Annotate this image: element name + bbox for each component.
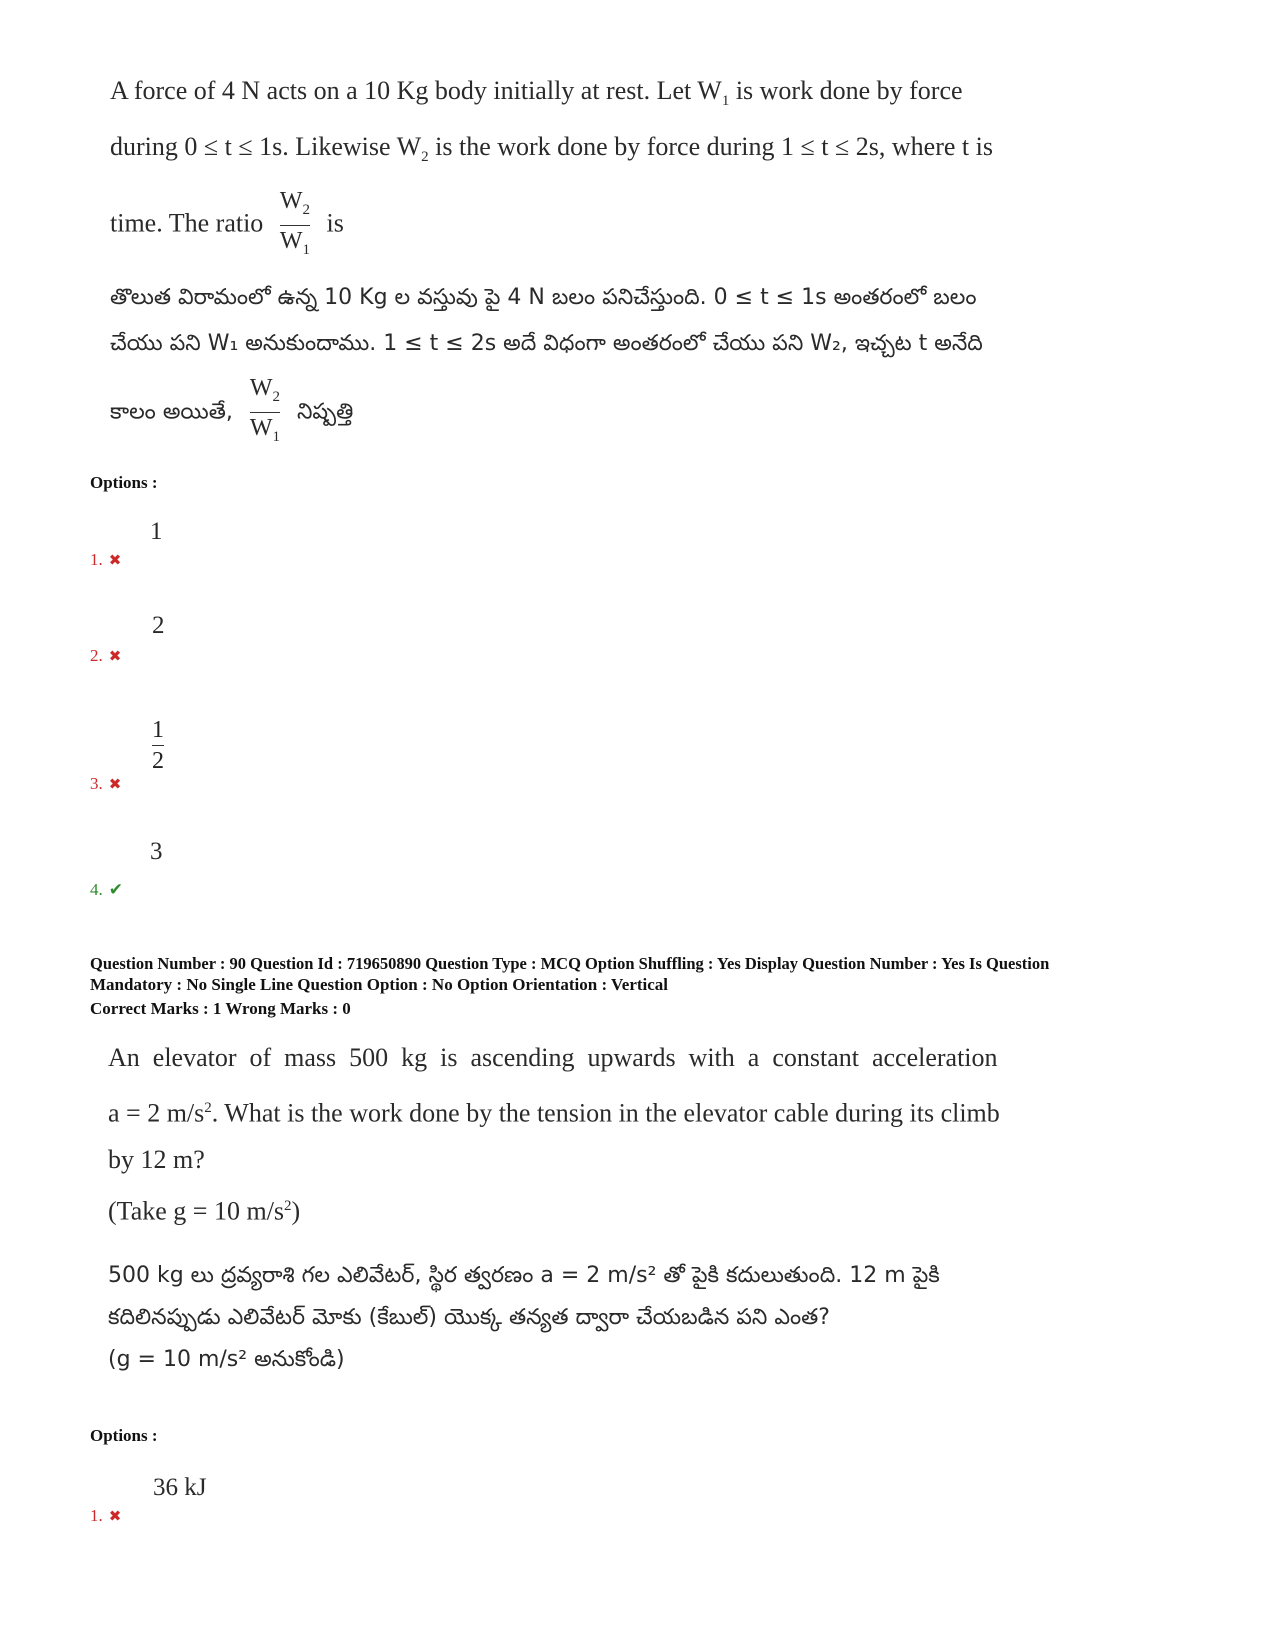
q90-option-1-value: 36 kJ <box>153 1474 207 1501</box>
q89-frac-num <box>280 186 310 225</box>
check-icon: ✔ <box>108 880 123 899</box>
q89-telugu-fraction <box>250 373 280 452</box>
q89-tfrac-num-sub: 2 <box>272 388 280 405</box>
q89-tfrac-den <box>250 413 280 452</box>
q90-option-1-num: 1. <box>90 1506 103 1525</box>
q90-line2-a: a = 2 m/s <box>108 1098 205 1128</box>
q89-option-1-num: 1. <box>90 550 103 569</box>
q89-telugu-text <box>110 275 1010 452</box>
q89-telugu-line3-a: కాలం అయితే, <box>110 399 233 425</box>
q89-option-3-fraction <box>152 715 164 776</box>
q90-line4-a: (Take g = 10 m/s <box>108 1196 285 1226</box>
q89-telugu-line3-b: నిష్పత్తి <box>296 399 354 425</box>
q89-line3-a: time. The ratio <box>110 208 264 238</box>
q89-line2-a: during 0 ≤ t ≤ 1s. Likewise W <box>110 132 422 162</box>
q89-english-text <box>110 68 1010 265</box>
q89-frac-num-sub: 2 <box>302 202 310 219</box>
q89-frac-num-w: W <box>279 188 303 215</box>
q90-line2-sup: 2 <box>204 1100 212 1116</box>
cross-icon: ✖ <box>108 1509 122 1525</box>
q89-tfrac-den-sub: 1 <box>272 428 280 445</box>
q89-option-2-number <box>90 646 121 666</box>
q90-telugu-line3: (g = 10 m/s² అనుకోండి) <box>108 1347 345 1372</box>
q90-line4 <box>108 1183 1008 1235</box>
q90-options-label: Options : <box>90 1426 158 1445</box>
q89-line3 <box>110 186 1010 265</box>
q89-option-4-num: 4. <box>90 880 103 899</box>
q89-line1-sub: 1 <box>721 93 730 110</box>
cross-icon: ✖ <box>108 553 122 569</box>
q89-frac-den-sub: 1 <box>302 241 310 258</box>
q89-option-4-value: 3 <box>150 838 163 865</box>
q89-option-3-value <box>152 715 164 776</box>
q90-meta-line3: Correct Marks : 1 Wrong Marks : 0 <box>90 999 351 1018</box>
q90-meta-line2: Mandatory : No Single Line Question Option : No Option Orientation : Vertical <box>90 975 669 994</box>
q89-tfrac-num <box>250 373 280 412</box>
q89-line3-b: is <box>326 208 344 238</box>
q90-line3: by 12 m? <box>108 1144 205 1174</box>
q89-option-3-den-val: 2 <box>152 748 164 774</box>
q90-line2-b: . What is the work done by the tension in the elevator cable during its climb <box>211 1098 1000 1128</box>
q89-option-3-number <box>90 774 121 794</box>
q90-line2 <box>108 1085 1008 1137</box>
q90-option-1-number <box>90 1506 121 1526</box>
q90-telugu-line1: 500 kg లు ద్రవ్యరాశి గల ఎలివేటర్, స్థిర త్వరణం a = 2 m/s² తో పైకి కదులుతుంది. 12 m పైకి <box>108 1263 940 1288</box>
q89-line2 <box>110 124 1010 180</box>
q90-metadata <box>90 953 1220 1019</box>
q89-ratio-fraction <box>280 186 310 265</box>
q89-frac-den-w: W <box>279 228 303 255</box>
q89-line1-b: is work done by force <box>729 76 963 105</box>
q89-line2-b: is the work done by force during 1 ≤ t ≤ 2s, where t is <box>428 132 993 162</box>
cross-icon: ✖ <box>108 777 122 793</box>
q89-line1 <box>110 68 1010 124</box>
q89-line1-a: A force of 4 N acts on a 10 Kg body initially at rest. Let W <box>110 76 722 105</box>
q89-telugu-line3 <box>110 373 1010 452</box>
q90-line4-sup: 2 <box>284 1197 292 1214</box>
q89-telugu-line2: చేయు పని W₁ అనుకుందాము. 1 ≤ t ≤ 2s అదే విధంగా అంతరంలో చేయు పని W₂, ఇచ్చట t అనేది <box>110 331 983 356</box>
q89-tfrac-num-w: W <box>249 375 273 401</box>
q89-option-3-num: 3. <box>90 774 103 793</box>
q89-telugu-line1: తొలుత విరామంలో ఉన్న 10 Kg ల వస్తువు పై 4 N బలం పనిచేస్తుంది. 0 ≤ t ≤ 1s అంతరంలో బలం <box>110 285 977 310</box>
q90-english-text <box>108 1035 1008 1234</box>
q89-tfrac-den-w: W <box>249 414 273 441</box>
q90-meta-line1: Question Number : 90 Question Id : 719650890 Question Type : MCQ Option Shuffling : Yes Display Question Number : Yes Is Question <box>90 954 1050 973</box>
q89-option-2-value: 2 <box>152 612 165 639</box>
q89-line2-sub: 2 <box>421 149 429 166</box>
q89-option-4-number <box>90 880 123 900</box>
q89-option-1-number <box>90 550 121 570</box>
q90-line4-b: ) <box>291 1196 301 1226</box>
q89-option-3-num-val: 1 <box>152 717 164 743</box>
cross-icon: ✖ <box>108 649 122 665</box>
q89-frac-den <box>280 226 310 265</box>
q90-line1: An elevator of mass 500 kg is ascending upwards with a constant acceleration <box>108 1043 998 1072</box>
q90-telugu-line2: కదిలినప్పుడు ఎలివేటర్ మోకు (కేబుల్) యొక్క తన్యత ద్వారా చేయబడిన పని ఎంత? <box>108 1305 830 1330</box>
q89-options-label: Options : <box>90 473 158 492</box>
q89-option-2-num: 2. <box>90 646 103 665</box>
q90-telugu-text <box>108 1255 1008 1381</box>
q89-option-1-value: 1 <box>150 518 163 545</box>
